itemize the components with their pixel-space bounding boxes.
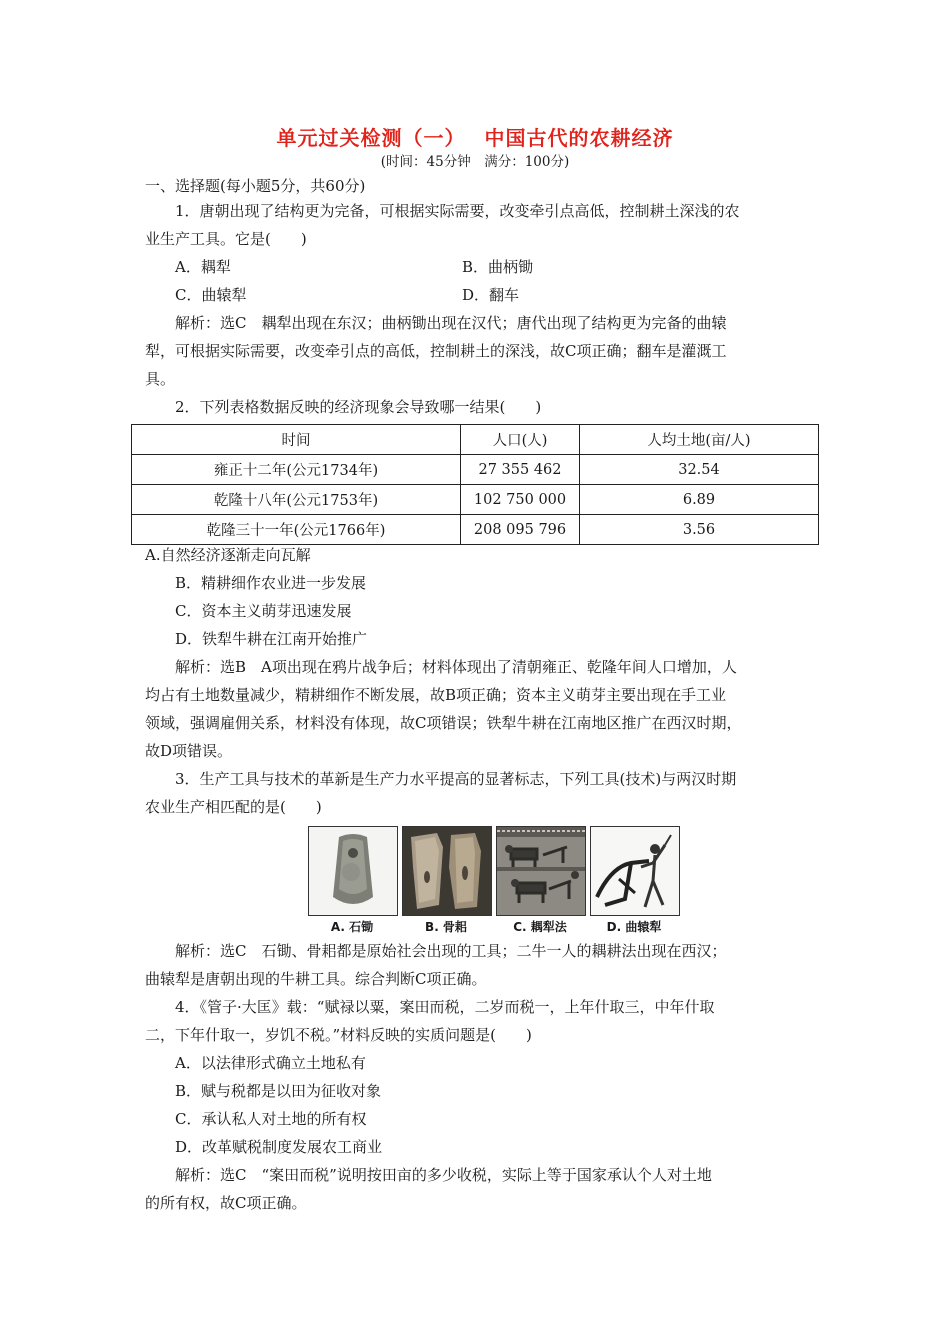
figure-caption: B. 骨耜 xyxy=(425,920,467,934)
paired-ox-plowing-image xyxy=(496,826,586,916)
q1-option-d: D．翻车 xyxy=(462,286,520,304)
q2-option-d: D．铁犁牛耕在江南开始推广 xyxy=(175,630,368,648)
stone-hoe-image xyxy=(308,826,398,916)
page-title: 单元过关检测（一） 中国古代的农耕经济 xyxy=(276,126,674,150)
table-cell: 乾隆十八年(公元1753年) xyxy=(132,485,461,515)
q2-analysis-line1: 解析：选B A项出现在鸦片战争后；材料体现出了清朝雍正、乾隆年间人口增加，人 xyxy=(175,658,737,676)
figure-caption: C. 耦犁法 xyxy=(513,920,567,934)
q3-stem-line2: 农业生产相匹配的是( ) xyxy=(145,798,322,816)
population-table xyxy=(131,424,819,545)
table-header: 时间 xyxy=(132,425,461,455)
curved-plough-image xyxy=(590,826,680,916)
table-header: 人均土地(亩/人) xyxy=(580,425,819,455)
q1-analysis-line2: 犁，可根据实际需要，改变牵引点的高低，控制耕土的深浅，故C项正确；翻车是灌溉工 xyxy=(145,342,727,360)
tool-figures xyxy=(306,826,678,936)
table-cell: 雍正十二年(公元1734年) xyxy=(132,455,461,485)
q1-option-c: C．曲辕犁 xyxy=(175,286,247,304)
table-cell: 102 750 000 xyxy=(461,485,580,515)
q4-analysis-line2: 的所有权，故C项正确。 xyxy=(145,1194,307,1212)
table-row xyxy=(132,485,819,515)
q4-option-c: C．承认私人对土地的所有权 xyxy=(175,1110,367,1128)
q3-stem-line1: 3．生产工具与技术的革新是生产力水平提高的显著标志，下列工具(技术)与两汉时期 xyxy=(175,770,737,788)
page-subtitle: (时间：45分钟 满分：100分) xyxy=(380,154,570,170)
table-header-row xyxy=(132,425,819,455)
q3-analysis-line2: 曲辕犁是唐朝出现的牛耕工具。综合判断C项正确。 xyxy=(145,970,487,988)
figure-caption: A. 石锄 xyxy=(330,920,374,934)
q2-option-c: C．资本主义萌芽迅速发展 xyxy=(175,602,352,620)
q1-option-a: A．耦犁 xyxy=(175,258,231,276)
table-row xyxy=(132,515,819,545)
table-row xyxy=(132,455,819,485)
table-header: 人口(人) xyxy=(461,425,580,455)
table-cell: 乾隆三十一年(公元1766年) xyxy=(132,515,461,545)
q4-analysis-line1: 解析：选C “案田而税”说明按田亩的多少收税，实际上等于国家承认个人对土地 xyxy=(175,1166,712,1184)
table-cell: 6.89 xyxy=(580,485,819,515)
q1-analysis-line1: 解析：选C 耦犁出现在东汉；曲柄锄出现在汉代；唐代出现了结构更为完备的曲辕 xyxy=(175,314,727,332)
table-cell: 27 355 462 xyxy=(461,455,580,485)
section-heading: 一、选择题(每小题5分，共60分) xyxy=(145,177,366,195)
q4-stem-line2: 二，下年什取一，岁饥不税。”材料反映的实质问题是( ) xyxy=(145,1026,532,1044)
table-cell: 208 095 796 xyxy=(461,515,580,545)
bone-spade-image xyxy=(402,826,492,916)
table-cell: 3.56 xyxy=(580,515,819,545)
q4-option-b: B．赋与税都是以田为征收对象 xyxy=(175,1082,382,1100)
q2-analysis-line4: 故D项错误。 xyxy=(145,742,233,760)
q1-option-b: B．曲柄锄 xyxy=(462,258,534,276)
q1-stem-line2: 业生产工具。它是( ) xyxy=(145,230,307,248)
q2-stem: 2．下列表格数据反映的经济现象会导致哪一结果( ) xyxy=(175,398,542,416)
q2-option-b: B．精耕细作农业进一步发展 xyxy=(175,574,367,592)
q2-analysis-line2: 均占有土地数量减少，精耕细作不断发展，故B项正确；资本主义萌芽主要出现在手工业 xyxy=(145,686,727,704)
q4-option-d: D．改革赋税制度发展农工商业 xyxy=(175,1138,383,1156)
table-cell: 32.54 xyxy=(580,455,819,485)
q1-stem-line1: 1．唐朝出现了结构更为完备，可根据实际需要，改变牵引点高低，控制耕土深浅的农 xyxy=(175,202,740,220)
q4-option-a: A．以法律形式确立土地私有 xyxy=(175,1054,366,1072)
q3-analysis-line1: 解析：选C 石锄、骨耜都是原始社会出现的工具；二牛一人的耦耕法出现在西汉； xyxy=(175,942,727,960)
figure-caption: D. 曲辕犁 xyxy=(606,920,662,934)
q2-option-a: A.自然经济逐渐走向瓦解 xyxy=(145,546,311,564)
q4-stem-line1: 4．《管子·大匡》载：“赋禄以粟，案田而税，二岁而税一，上年什取三，中年什取 xyxy=(175,998,715,1016)
q1-analysis-line3: 具。 xyxy=(145,370,176,388)
q2-analysis-line3: 领域，强调雇佣关系，材料没有体现，故C项错误；铁犁牛耕在江南地区推广在西汉时期， xyxy=(145,714,742,732)
